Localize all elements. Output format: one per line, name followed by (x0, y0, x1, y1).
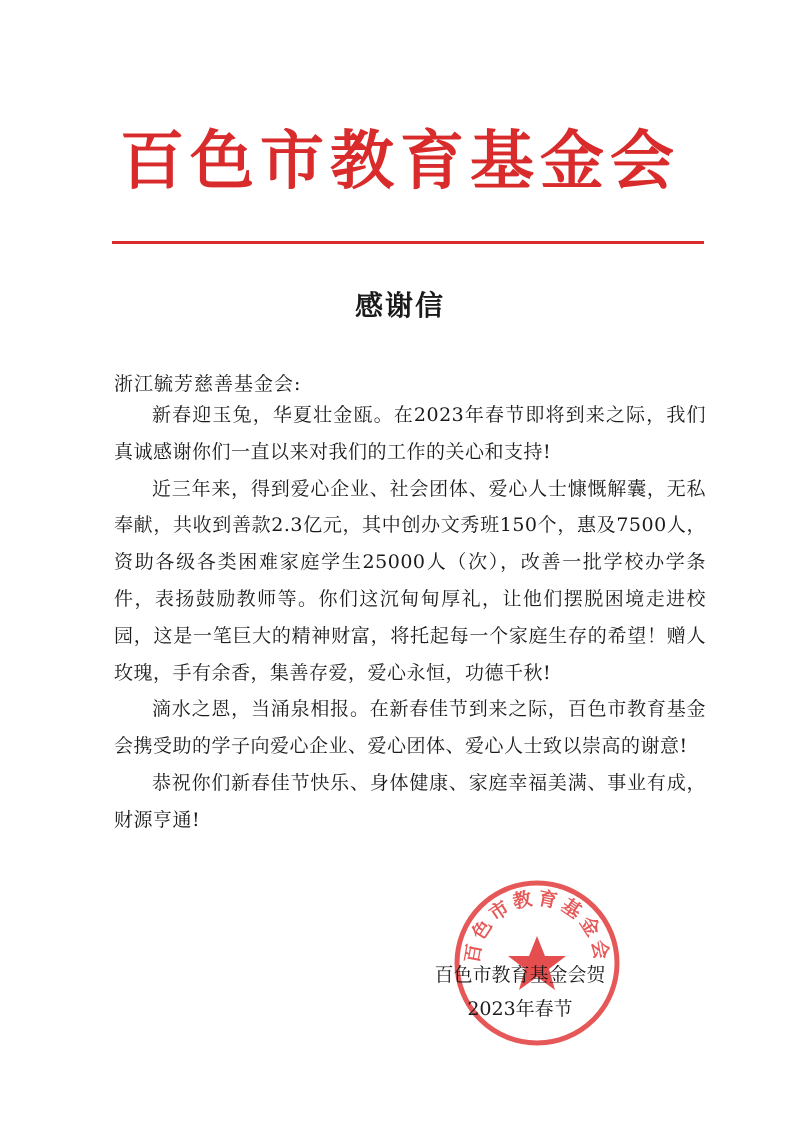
letterhead-divider (112, 241, 704, 244)
salutation: 浙江毓芳慈善基金会: (114, 373, 302, 395)
date-line: 2023年春节 (467, 998, 573, 1020)
paragraph: 恭祝你们新春佳节快乐、身体健康、家庭幸福美满、事业有成，财源亨通! (114, 771, 706, 831)
letter-body (114, 397, 706, 839)
paragraph: 近三年来，得到爱心企业、社会团体、爱心人士慷慨解囊，无私奉献，共收到善款2.3亿元，其中创办文秀班150个，惠及7500人，资助各级各类困难家庭学生25000人（次），改善一批学校办学条件，表扬鼓励教师等。你们这沉甸甸厚礼，让他们摆脱困境走进校园，这是一笔巨大的精神财富，将托起每一个家庭生存的希望！赠人玫瑰，手有余香，集善存爱，爱心永恒，功德千秋! (114, 477, 706, 684)
paragraph: 滴水之恩，当涌泉相报。在新春佳节到来之际，百色市教育基金会携受助的学子向爱心企业、爱心团体、爱心人士致以崇高的谢意! (114, 698, 706, 758)
signature-block (420, 958, 620, 1026)
letterhead-title: 百色市教育基金会 (120, 125, 680, 199)
signature-line: 百色市教育基金会贺 (434, 964, 606, 986)
letter-title: 感谢信 (354, 289, 445, 322)
seal-text: 百色市教育基金会 (461, 887, 613, 965)
paragraph: 新春迎玉兔，华夏壮金瓯。在2023年春节即将到来之际，我们真诚感谢你们一直以来对我们的工作的关心和支持! (114, 404, 706, 463)
